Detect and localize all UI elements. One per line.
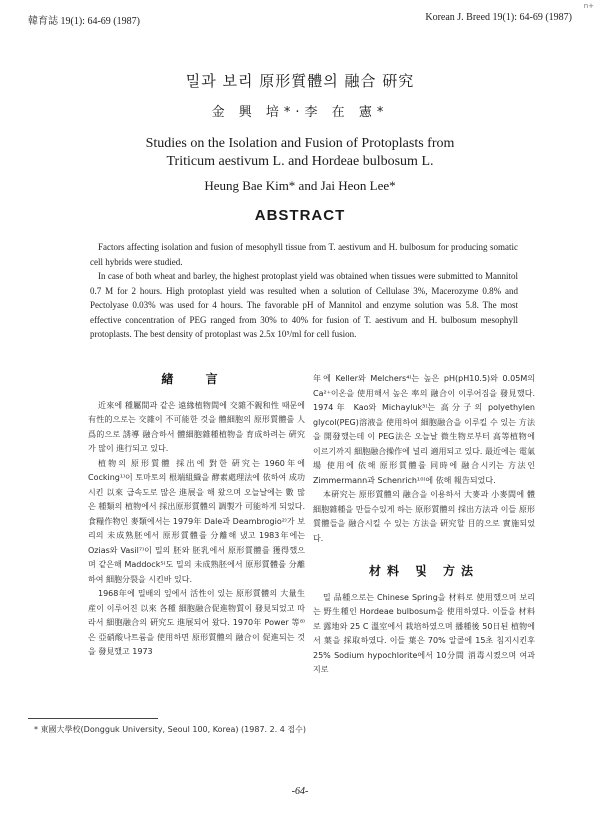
intro-paragraph-5: 本硏究는 原形質體의 融合을 이용하서 大麥과 小麥間에 體細胞雜種을 만들수있게 하는 原形質體의 採出方法과 이들 原形質體들을 融合시킬 수 있는 方法을 硏究할 目的으로 實施되었다.	[313, 490, 535, 543]
english-title-line2: Triticum aestivum L. and Hordeae bulbosum L.	[166, 154, 434, 169]
methods-heading: 材料 및 方法	[369, 564, 479, 578]
intro-paragraph-2: 植物의 原形質體 採出에 對한 硏究는 1960年에 Cocking¹⁾이 토마토의 根端組織을 酵素處理法에 依하여 成功시킨 以來 급속도로 많은 進展을 해 왔으며 오늘날에는 數 많은 種類의 植物에서 採出原形質體의 調製가 可能하게 되었다. 食糧作物인 麥類에서는 1979年 Dale과 Deambrogio²⁾가 보리의 未成熟胚에서 原形質體를 分離해 냈고 1983年에는 Ozias와 Vasil⁷⁾이 밀의 胚와 胚乳에서 原形質體를 獲得했으며 같은해 Maddock⁵⁾도 밀의 未成熟胚에서 原形質體를 分離하여 細胞分裂을 시킨바 있다.	[88, 458, 305, 584]
page-number: -64-	[291, 786, 309, 797]
running-header-left: 韓育誌 19(1): 64-69 (1987)	[28, 16, 140, 27]
intro-paragraph-3: 1968年에 밀배의 잎에서 活性이 있는 原形質體의 大量生産이 이루어진 以來 各種 細胞融合促進物質이 發見되었고 따라서 細胞融合의 硏究도 進展되어 왔다. 1970年 Power 等⁸⁾은 亞硝酸나트륨을 使用하면 原形質體의 融合이 促進되는 것을 發見했고 1973	[88, 589, 305, 656]
korean-authors: 金 興 培*·李 在 憲*	[211, 105, 389, 120]
left-column	[88, 372, 305, 660]
intro-paragraph-4: 年에 Keller와 Melchers⁴⁾는 높은 pH(pH10.5)와 0.05M의 Ca²⁺이온을 使用해서 높은 率의 融合이 이루어짐을 發見했다. 1974年 Kao와 Michayluk³⁾는 高分子의 polyethylen glycol(PEG)溶液을 使用하여 細胞融合을 이루킬 수 있는 方法을 開發했는데 이 PEG法은 오늘날 微生物로부터 高等植物에 이르기까지 細胞融合操作에 널리 適用되고 있다. 最近에는 電氣場 使用에 依해 原形質體를 同時에 融合시키는 方法인 Zimmermann과 Schenrich¹⁰⁾에 依해 報告되었다.	[313, 374, 535, 485]
abstract-body	[90, 240, 518, 342]
english-title	[0, 135, 600, 171]
running-header-right: Korean J. Breed 19(1): 64-69 (1987)	[425, 12, 572, 23]
corner-mark: n+	[583, 2, 594, 10]
korean-title: 밀과 보리 原形質體의 融合 硏究	[185, 72, 415, 90]
methods-paragraph-1: 밀 品種으로는 Chinese Spring을 材料로 使用했으며 보리는 野生種인 Hordeae bulbosum을 使用하였다. 이들을 材料로 露地와 25 C 溫室에서 栽培하였으며 播種後 50日된 植物에서 葉을 採取하였다. 이들 葉은 70% 알콜에 15초 침지시킨후 25% Sodium hypochlorite에서 10分間 消毒시켰으며 여과지로	[313, 592, 535, 674]
affiliation-footnote: * 東國大學校(Dongguk University, Seoul 100, Korea) (1987. 2. 4 접수)	[34, 725, 307, 734]
abstract-heading: ABSTRACT	[254, 207, 346, 224]
abstract-paragraph-2: In case of both wheat and barley, the highest protoplast yield was obtained when tissues were submitted to Mannitol 0.7 M for 2 hours. High protoplast yield was resulted when a solution of Cellulase 3%, Macerozyme 0.8% and Pectolyase 0.03% was used for 4 hours. The favorable pH of Mannitol and enzyme solution was 5.8. The most effective concentration of PEG ranged from 30% to 40% for fusion of T. aestivum and H. bulbosum mesophyll protoplasts. The best density of protoplast was 2.5x 10⁵/ml for cell fusion.	[90, 271, 518, 339]
english-authors: Heung Bae Kim* and Jai Heon Lee*	[204, 178, 396, 193]
abstract-paragraph-1: Factors affecting isolation and fusion of mesophyll tissue from T. aestivum and H. bulbosum for producing somatic cell hybrids were studied.	[90, 242, 518, 267]
intro-heading: 緖 言	[161, 372, 232, 386]
footnote-rule	[28, 718, 158, 719]
right-column	[313, 372, 535, 678]
intro-paragraph-1: 近來에 種屬間과 같은 遠緣植物間에 交雜不親和性 때문에 有性的으로는 交雜이 不可能한 것을 體細胞의 原形質體를 人爲的으로 誘導 融合하서 體細胞雜種植物을 育成하려는 硏究가 많이 進行되고 있다.	[88, 400, 305, 453]
english-title-line1: Studies on the Isolation and Fusion of Protoplasts from	[145, 136, 455, 151]
